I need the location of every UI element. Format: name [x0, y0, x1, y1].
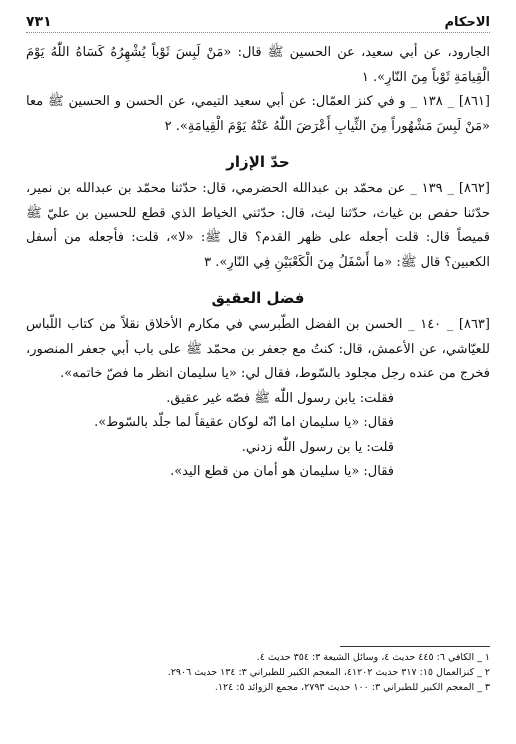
footnote-rule: [340, 646, 490, 647]
hadith-863: [٨٦٣] _ ١٤٠ _ الحسن بن الفضل الطّبرسي في مكارم الأخلاق نقلاً من كتاب اللّباس للعيّاشي، عن الأعمش، قال: كنتُ مع جعفر بن محمّد ﷺ على باب أبي جعفر المنصور، فخرج من عنده رجل مجلود بالسّوط، فقال لي: «يا سليمان انظر ما فصّ خاتمه».: [26, 317, 490, 381]
section-heading-izar: حدّ الإزار: [226, 153, 290, 171]
footnote-3: ٣ _ المعجم الكبير للطبراني ٣: ١٠٠ حديث ٢٧٩٣، مجمع الزوائد ٥: ١٢٤.: [214, 682, 490, 693]
running-title: الاحكام: [444, 14, 490, 30]
dialogue-line: فقال: «يا سليمان اما انّه لوكان عقيقاً لما جلّد بالسّوط».: [94, 415, 394, 430]
running-header: [26, 12, 490, 33]
dialogue-line: فقال: «يا سليمان هو أمان من قطع اليد».: [170, 464, 394, 479]
hadith-861: [٨٦١] _ ١٣٨ _ و في كنز العمّال: عن أبي سعيد التيمي، عن الحسن و الحسين ﷺ معا «مَنْ لَبِسَ مَشْهُوراً مِنَ الثِّيابِ أَعْرَضَ اللّٰهُ عَنْهُ يَوْمَ الْقِيامَةِ». ٢: [26, 94, 490, 134]
hadith-862: [٨٦٢] _ ١٣٩ _ عن محمّد بن عبدالله الحضرمي، قال: حدّثنا محمّد بن عبدالله بن نمير، حدّثنا حفص بن غياث، حدّثنا ليث، قال: حدّثني الخياط الذي قطع للحسين بن عليّ ﷺ قميصاً قال: قلت أجعله على ظهر القدم؟ قال ﷺ: «لا»، قلت: فأجعله من أسفل الكعبين؟ قال ﷺ: «ما أَسْفَلُ مِنَ الْكَعْبَيْنِ فِي النّارِ». ٣: [26, 181, 490, 270]
dialogue-line: فقلت: يابن رسول اللّٰه ﷺ فصّه غير عقيق.: [166, 390, 394, 406]
section-heading-aqiq: فضل العقيق: [211, 289, 305, 307]
page-number: ۷۳۱: [26, 14, 52, 30]
footnote-1: ١ _ الكافي ٦: ٤٤٥ حديث ٤، وسائل الشيعة ٣: ٣٥٤ حديث ٤.: [256, 652, 490, 663]
footnotes: [26, 646, 490, 695]
hadith-860-continuation: الجارود، عن أبي سعيد، عن الحسين ﷺ قال: «مَنْ لَبِسَ ثَوْباً يُشْهِرُهُ كَسَاهُ اللّٰهُ يَوْمَ الْقِيامَةِ ثَوْباً مِنَ النّارِ». ١: [26, 45, 490, 85]
dialogue-line: قلت: يا بن رسول اللّٰه زدني.: [241, 439, 394, 455]
page-body: [26, 41, 490, 485]
footnote-2: ٢ _ كنزالعمال ١٥: ٣١٧ حديث ٤١٢٠٢، المعجم الكبير للطبراني ٣: ١٣٤ حديث ٢٩٠٦.: [167, 667, 490, 678]
